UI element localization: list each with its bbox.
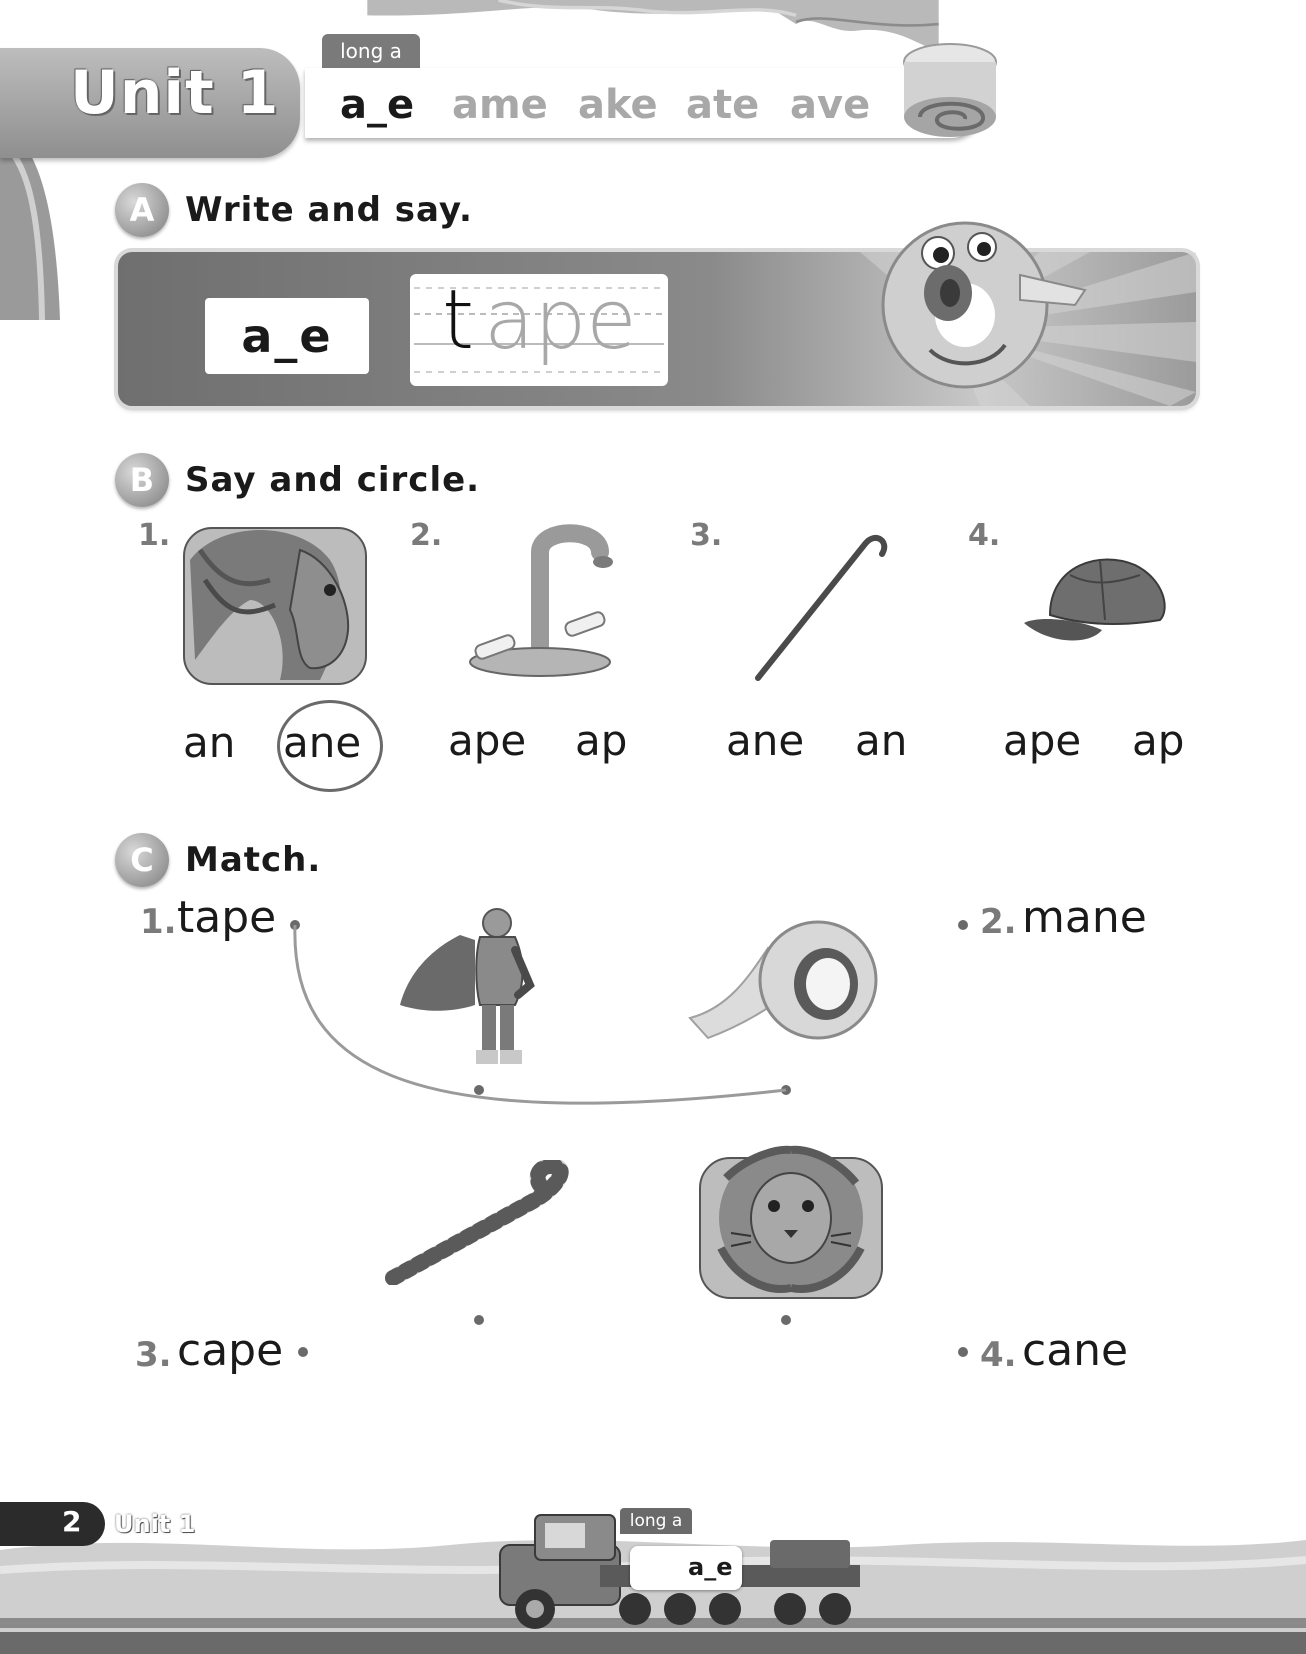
section-b-badge: B — [115, 453, 169, 507]
lion-picture — [696, 1138, 886, 1303]
match-word-mane[interactable]: mane — [1022, 892, 1147, 943]
pattern-ate: ate — [686, 82, 760, 128]
long-a-tag: long a — [322, 34, 420, 68]
item-number: 4. — [968, 518, 1001, 553]
pattern-ake: ake — [578, 82, 658, 128]
item-number: 3. — [690, 518, 723, 553]
traced-letters: ape — [484, 273, 637, 368]
section-b-title: Say and circle. — [185, 460, 481, 500]
choice[interactable]: ape — [1003, 716, 1082, 765]
choice[interactable]: ap — [1132, 716, 1185, 765]
section-a-badge: A — [115, 183, 169, 237]
match-number: 1. — [140, 902, 177, 942]
match-word-cane[interactable]: cane — [1022, 1325, 1129, 1376]
pattern-ave: ave — [790, 82, 871, 128]
match-word-tape[interactable]: tape — [177, 892, 277, 943]
item-number: 2. — [410, 518, 443, 553]
unit-title: Unit 1 — [70, 58, 280, 128]
pattern-box: a_e — [205, 298, 369, 374]
choice[interactable]: an — [183, 718, 236, 767]
superhero-cape-picture — [400, 905, 540, 1070]
choice[interactable]: an — [855, 716, 908, 765]
choice[interactable]: ape — [448, 716, 527, 765]
match-number: 2. — [980, 902, 1017, 942]
choice[interactable]: ap — [575, 716, 628, 765]
choice[interactable]: ane — [726, 716, 805, 765]
match-number: 3. — [135, 1335, 172, 1375]
page-number: 2 — [62, 1505, 82, 1538]
candy-cane-picture — [385, 1160, 575, 1285]
footer-pattern: a_e — [688, 1553, 733, 1581]
section-a-title: Write and say. — [185, 190, 473, 230]
match-number: 4. — [980, 1335, 1017, 1375]
choice-circled[interactable]: ane — [283, 718, 362, 767]
section-c-title: Match. — [185, 840, 322, 880]
match-word-cape[interactable]: cape — [177, 1325, 284, 1376]
footer-unit-label: Unit 1 — [114, 1510, 196, 1538]
tape-roll-picture — [688, 918, 888, 1053]
written-letter: t — [442, 273, 475, 368]
section-c-badge: C — [115, 833, 169, 887]
pattern-a-e: a_e — [340, 82, 415, 128]
footer-tag: long a — [620, 1508, 692, 1534]
page-tab — [0, 1502, 105, 1546]
item-number: 1. — [138, 518, 171, 553]
pattern-ame: ame — [452, 82, 548, 128]
